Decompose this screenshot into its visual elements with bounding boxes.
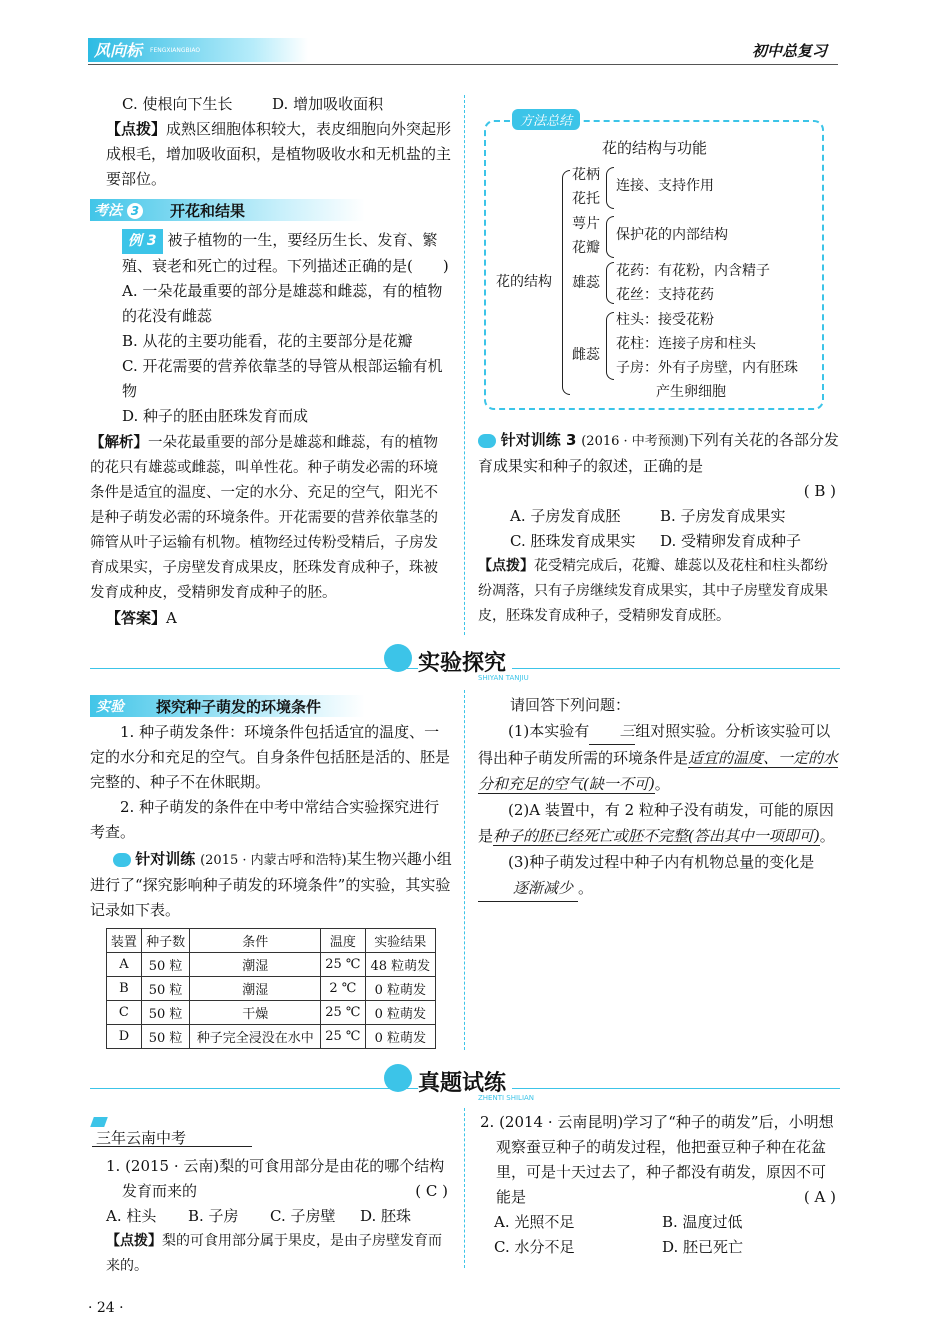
example-stem-text: 被子植物的一生，要经历生长、发育、繁殖、衰老和死亡的过程。下列描述正确的是( ) xyxy=(122,231,449,275)
experiment-training-label: 针对训练 xyxy=(135,850,196,868)
training3-stem xyxy=(478,428,840,479)
group3-brace xyxy=(606,262,614,304)
option-d: D. 增加吸收面积 xyxy=(272,95,384,113)
method-title: 花的结构与功能 xyxy=(602,139,708,157)
analysis-text: 一朵花最重要的部分是雄蕊和雌蕊，有的植物的花只有雄蕊或雌蕊，叫单性花。种子萌发必需的环境条件是适宜的温度、一定的水分、充足的空气，阳光不是种子萌发必需的环境条件。开花需要的营养依靠茎的筛管从叶子运输有机物。植物经过传粉受精后，子房发育成果实，子房壁发育成果皮，胚珠发育成种子，珠被发育成种皮，受精卵发育成种子的胚。 xyxy=(90,435,438,601)
group3-items: 花药：有花粉，内含精子 花丝：支持花药 xyxy=(616,263,770,303)
training3-block xyxy=(478,428,840,629)
q2-answer: 种子的胚已经死亡或胚不完整(答出其中一项即可) xyxy=(493,827,820,845)
question-3: (3)种子萌发过程中种子内有机物总量的变化是逐渐减少 。 xyxy=(478,849,840,902)
arrow-icon xyxy=(478,434,496,448)
experiment-table xyxy=(106,928,436,1049)
section-real-sub: ZHENTI SHILIAN xyxy=(478,1094,535,1102)
question-1: (1)本实验有 三组对照实验。分析该实验可以得出种子萌发所需的环境条件是适宜的温度、一定的水分和充足的空气(缺一不可)。 xyxy=(478,718,840,797)
section-real-title: 真题试练 xyxy=(418,1066,512,1097)
answer-line xyxy=(90,606,452,631)
training3-source: (2016 · 中考预测) xyxy=(581,434,689,449)
group2-brace xyxy=(606,216,614,258)
example-label: 例 3 xyxy=(122,229,163,254)
group3-name: 雄蕊 xyxy=(572,275,600,291)
header-logo-sub: FENGXIANGBIAO xyxy=(150,47,201,54)
method-label: 方法总结 xyxy=(512,109,580,130)
q1-answer-1: 三 xyxy=(589,718,635,745)
experiment-questions xyxy=(478,692,840,902)
column-divider-bottom xyxy=(464,1108,465,1268)
real-q1-options: A. 柱头 B. 子房 C. 子房壁 D. 胚珠 xyxy=(106,1207,412,1225)
answer-label: 【答案】 xyxy=(106,609,167,627)
real-q2-answer: ( A ) xyxy=(803,1188,836,1206)
section-experiment-icon xyxy=(384,644,412,672)
kaofa-number: 3 xyxy=(127,203,143,219)
q3-answer: 逐渐减少 xyxy=(478,875,578,902)
real-left-body xyxy=(90,1154,452,1279)
answer-value: A xyxy=(166,609,177,627)
real-q2-options-cd: C. 水分不足 D. 胚已死亡 xyxy=(494,1238,744,1256)
group4-name: 雌蕊 xyxy=(572,347,600,363)
real-q1: 1. (2015 · 云南)梨的可食用部分是由花的哪个结构发育而来的 xyxy=(106,1157,445,1200)
section-real-icon xyxy=(384,1064,412,1092)
tip-label: 【点拨】 xyxy=(106,120,167,138)
experiment-p2: 2. 种子萌发的条件在中考中常结合实验探究进行考查。 xyxy=(90,798,440,841)
real-right-body xyxy=(478,1110,840,1260)
real-heading: 三年云南中考 xyxy=(96,1129,187,1147)
option-c2: C. 开花需要的营养依靠茎的导管从根部运输有机物 xyxy=(122,357,443,400)
example-block xyxy=(90,228,452,631)
analysis-label: 【解析】 xyxy=(90,435,148,451)
training3-tip-text: 花受精完成后，花瓣、雄蕊以及花柱和柱头都纷纷凋落，只有子房继续发育成果实，其中子房壁发育成果皮，胚珠发育成种子，受精卵发育成胚。 xyxy=(478,558,828,624)
column-divider-mid xyxy=(464,690,465,1050)
header-title: 初中总复习 xyxy=(752,42,828,60)
experiment-training-source: (2015 · 内蒙古呼和浩特) xyxy=(200,853,347,868)
group1-brace xyxy=(606,167,614,209)
flag-icon xyxy=(90,1117,108,1127)
real-q2-options-ab: A. 光照不足 B. 温度过低 xyxy=(494,1213,743,1231)
training3-tip xyxy=(478,554,840,629)
group1-parts: 花柄 花托 xyxy=(572,167,600,207)
experiment-training xyxy=(90,847,452,923)
table-row: C 50 粒 干燥 25 ℃ 0 粒萌发 xyxy=(107,1001,436,1025)
training3-label: 针对训练 3 xyxy=(500,431,577,449)
option-c: C. 使根向下生长 xyxy=(122,95,233,113)
example-stem xyxy=(90,228,452,279)
real-tip: 【点拨】梨的可食用部分属于果皮，是由子房壁发育而来的。 xyxy=(106,1233,442,1274)
table-row: A 50 粒 潮湿 25 ℃ 48 粒萌发 xyxy=(107,953,436,977)
tip-paragraph xyxy=(90,117,452,192)
section-experiment-sub: SHIYAN TANJIU xyxy=(478,674,529,682)
training3-answer: ( B ) xyxy=(803,482,836,500)
training3-stem-text: 下列有关花的各部分发育成果实和种子的叙述，正确的是 xyxy=(478,431,839,475)
arrow-icon-2 xyxy=(113,853,131,867)
root-brace xyxy=(562,170,570,395)
q1-answer-2: 适宜的温度、一定的水分和充足的空气(缺一不可) xyxy=(478,749,839,793)
training3-tip-label: 【点拨】 xyxy=(478,558,534,574)
option-d2: D. 种子的胚由胚珠发育而成 xyxy=(122,407,309,425)
group2-parts: 萼片 花瓣 xyxy=(572,216,600,256)
header-logo: 风向标 xyxy=(94,41,143,60)
training3-options-cd: C. 胚珠发育成果实 D. 受精卵发育成种子 xyxy=(510,532,802,550)
tip-text: 成熟区细胞体积较大，表皮细胞向外突起形成根毛，增加吸收面积，是植物吸收水和无机盐的主要部位。 xyxy=(106,120,452,188)
section-experiment-title: 实验探究 xyxy=(418,646,512,677)
group4-items: 柱头：接受花粉 花柱：连接子房和柱头 子房：外有子房壁，内有胚珠 产生卵细胞 xyxy=(616,312,798,400)
experiment-label: 实验 xyxy=(96,699,124,715)
kaofa-label: 考法 3 xyxy=(94,200,143,220)
column-divider-top xyxy=(464,95,465,635)
real-q2: 2. (2014 · 云南昆明)学习了“种子的萌发”后，小明想观察蚕豆种子的萌发过程，他把蚕豆种子种在花盆里，可是十天过去了，种子都没有萌发，原因不可能是 xyxy=(480,1113,834,1206)
kaofa-title: 开花和结果 xyxy=(170,202,246,220)
options-cd xyxy=(90,92,452,117)
option-b: B. 从花的主要功能看，花的主要部分是花瓣 xyxy=(122,332,413,350)
experiment-p1: 1. 种子萌发条件：环境条件包括适宜的温度、一定的水分和充足的空气。自身条件包括胚是活的、胚是完整的、种子不在休眠期。 xyxy=(90,723,451,791)
real-q1-answer: ( C ) xyxy=(415,1182,448,1200)
experiment-body xyxy=(90,720,452,923)
analysis-paragraph xyxy=(90,431,452,606)
table-row: B 50 粒 潮湿 2 ℃ 0 粒萌发 xyxy=(107,977,436,1001)
group1-desc: 连接、支持作用 xyxy=(616,178,714,194)
option-a: A. 一朵花最重要的部分是雄蕊和雌蕊，有的植物的花没有雌蕊 xyxy=(122,282,443,325)
flower-root-label: 花的结构 xyxy=(496,274,552,290)
group2-desc: 保护花的内部结构 xyxy=(616,227,728,243)
table-row: D 50 粒 种子完全浸没在水中 25 ℃ 0 粒萌发 xyxy=(107,1025,436,1049)
experiment-training-stem: 某生物兴趣小组进行了“探究影响种子萌发的环境条件”的实验，其实验记录如下表。 xyxy=(90,850,452,919)
page-number: · 24 · xyxy=(88,1300,124,1316)
header-rule xyxy=(88,64,838,65)
training3-options-ab: A. 子房发育成胚 B. 子房发育成果实 xyxy=(510,507,786,525)
real-heading-box xyxy=(92,1125,252,1147)
question-2: (2)A 装置中，有 2 粒种子没有萌发，可能的原因是种子的胚已经死亡或胚不完整(答出其中一项即可)。 xyxy=(478,801,835,845)
table-header-row: 装置 种子数 条件 温度 实验结果 xyxy=(107,929,436,953)
questions-intro: 请回答下列问题： xyxy=(510,696,631,714)
left-top-block xyxy=(90,92,452,192)
experiment-title: 探究种子萌发的环境条件 xyxy=(156,698,322,716)
group4-brace xyxy=(606,312,614,380)
